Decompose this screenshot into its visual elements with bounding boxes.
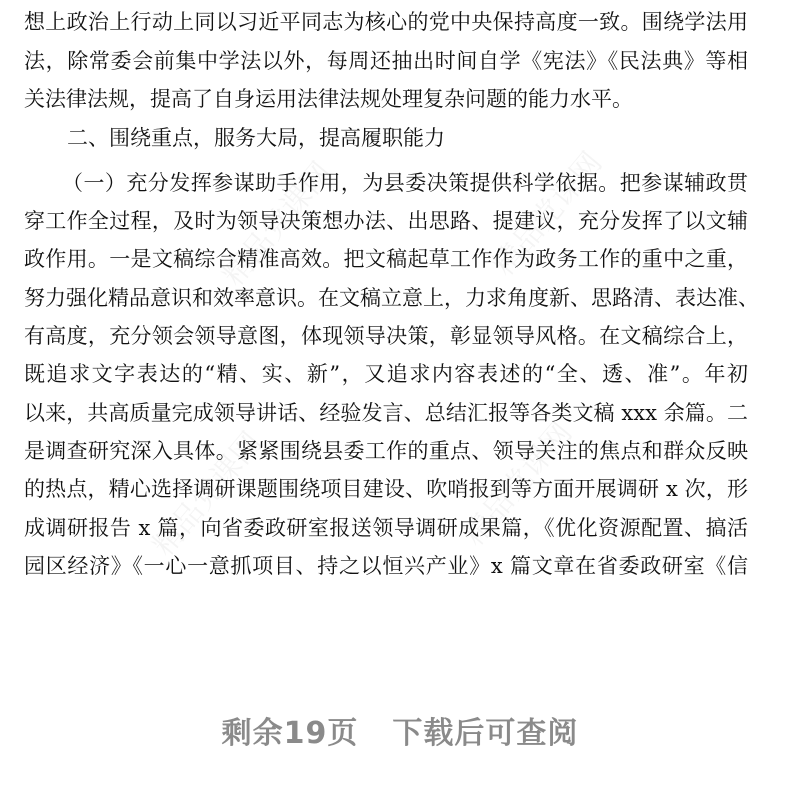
download-hint: 下载后可查阅 bbox=[392, 716, 579, 751]
body-line: 既追求文字表达的“精、实、新”，又追求内容表述的“全、透、准”。年初 bbox=[24, 362, 748, 386]
body-line: 关法律法规，提高了自身运用法律法规处理复杂问题的能力水平。 bbox=[24, 87, 633, 111]
body-line: 法，除常委会前集中学法以外，每周还抽出时间自学《宪法》《民法典》等相 bbox=[24, 49, 748, 73]
body-line: 想上政治上行动上同以习近平同志为核心的党中央保持高度一致。围绕学法用 bbox=[24, 10, 748, 34]
subsection-heading-line: （一）充分发挥参谋助手作用，为县委决策提供科学依据。把参谋辅政贯 bbox=[62, 171, 748, 195]
remaining-pages-notice[interactable] bbox=[0, 708, 800, 752]
body-line: 的热点，精心选择调研课题围绕项目建设、吹哨报到等方面开展调研 x 次，形 bbox=[24, 477, 748, 501]
body-line: 穿工作全过程，及时为领导决策想办法、出思路、提建议，充分发挥了以文辅 bbox=[24, 209, 748, 233]
body-line: 是调查研究深入具体。紧紧围绕县委工作的重点、领导关注的焦点和群众反映 bbox=[24, 439, 748, 463]
section-heading: 二、围绕重点，服务大局，提高履职能力 bbox=[67, 126, 445, 150]
body-line: 努力强化精品意识和效率意识。在文稿立意上，力求角度新、思路清、表达准、 bbox=[24, 286, 759, 310]
remaining-pages-count: 剩余19页 bbox=[221, 716, 359, 751]
body-line: 有高度，充分领会领导意图，体现领导决策，彰显领导风格。在文稿综合上， bbox=[24, 324, 748, 348]
body-line: 园区经济》《一心一意抓项目、持之以恒兴产业》x 篇文章在省委政研室《信 bbox=[24, 554, 748, 578]
body-line: 以来，共高质量完成领导讲话、经验发言、总结汇报等各类文稿 xxx 余篇。二 bbox=[24, 401, 748, 425]
body-line: 政作用。一是文稿综合精准高效。把文稿起草工作作为政务工作的重中之重， bbox=[24, 247, 748, 271]
body-line: 成调研报告 x 篇，向省委政研室报送领导调研成果篇，《优化资源配置、搞活 bbox=[24, 516, 748, 540]
